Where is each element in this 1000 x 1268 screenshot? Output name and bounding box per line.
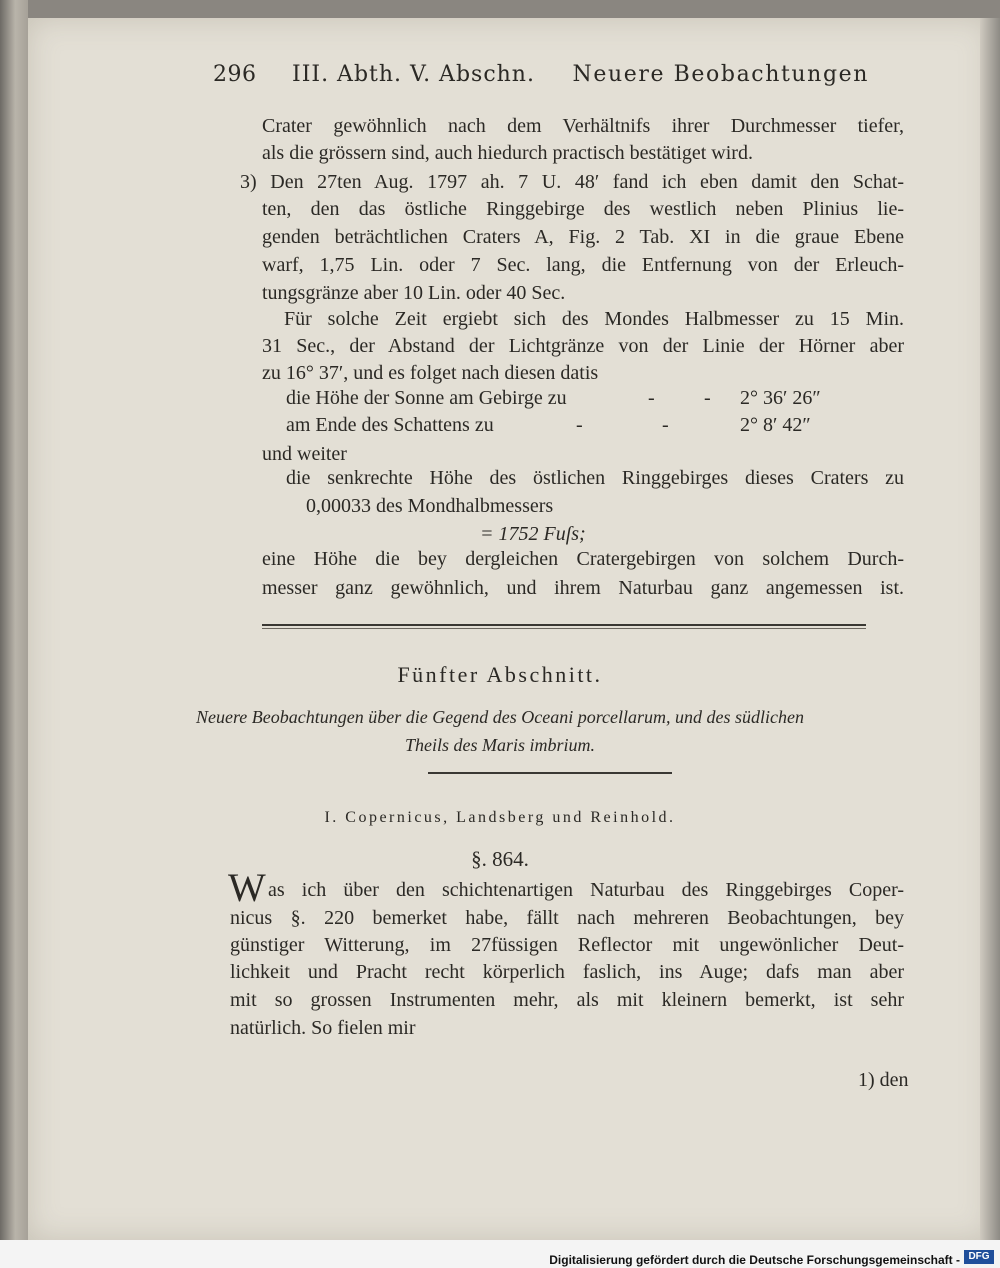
book-spine [0,0,28,1240]
drop-cap: W [228,865,266,910]
table-row-dash: - [648,387,655,409]
catchword: 1) den [858,1069,909,1091]
body-line: tungsgränze aber 10 Lin. oder 40 Sec. [262,282,566,304]
body-line: 0,00033 des Mondhalbmessers [306,495,554,517]
body-line: Für solche Zeit ergiebt sich des Mondes Halbmesser zu 15 Min. [284,308,904,330]
table-row-dash: - [576,414,583,436]
table-row-dash: - [662,414,669,436]
table-row-label: am Ende des Schattens zu [286,414,494,436]
page-edge [980,18,1000,1240]
body-line: as ich über den schichtenartigen Naturbau des Ringgebirges Coper- [268,879,904,901]
body-line: zu 16° 37′, und es folget nach diesen datis [262,362,599,384]
table-row-value: 2° 36′ 26″ [740,387,821,409]
section-rule-thin [262,628,866,629]
body-line: mit so grossen Instrumenten mehr, als mit kleinern bemerkt, ist sehr [230,989,904,1011]
section-rule [262,624,866,626]
body-line: nicus §. 220 bemerket habe, fällt nach mehreren Beobachtungen, bey [230,907,904,929]
body-line: die senkrechte Höhe des östlichen Ringgebirges dieses Craters zu [286,467,904,489]
body-line: eine Höhe die bey dergleichen Cratergebirgen von solchem Durch- [262,548,904,570]
body-line: genden beträchtlichen Craters A, Fig. 2 Tab. XI in die graue Ebene [262,226,904,248]
paragraph-mark: §. 864. [471,847,529,871]
body-line: 31 Sec., der Abstand der Lichtgränze von der Linie der Hörner aber [262,335,904,357]
body-line: 3) Den 27ten Aug. 1797 ah. 7 U. 48′ fand ich eben damit den Schat- [240,171,904,193]
formula-line: = 1752 Fuſs; [480,523,586,545]
chapter-subtitle: Neuere Beobachtungen über die Gegend des Oceani porcellarum, und des südlichen [195,707,804,727]
table-row-label: die Höhe der Sonne am Gebirge zu [286,387,567,409]
chapter-subtitle: Theils des Maris imbrium. [404,735,595,755]
body-line: als die grössern sind, auch hiedurch practisch bestätiget wird. [262,142,753,164]
funding-credit: Digitalisierung gefördert durch die Deutsche Forschungsgemeinschaft - [549,1253,960,1267]
section-label: III. Abth. V. Abschn. [292,62,535,87]
subsection-title: I. Copernicus, Landsberg und Reinhold. [324,809,676,826]
body-line: Crater gewöhnlich nach dem Verhältnifs ihrer Durchmesser tiefer, [262,115,904,137]
running-title: Neuere Beobachtungen [572,62,870,87]
body-line: warf, 1,75 Lin. oder 7 Sec. lang, die Entfernung von der Erleuch- [262,254,904,276]
table-row-value: 2° 8′ 42″ [740,414,811,436]
page-number: 296 [213,62,257,87]
body-line: natürlich. So fielen mir [230,1017,416,1039]
body-line: ten, den das östliche Ringgebirge des westlich neben Plinius lie- [262,198,904,220]
ornament-rule [428,772,672,774]
body-line: günstiger Witterung, im 27füssigen Reflector mit ungewönlicher Deut- [230,934,904,956]
body-line: und weiter [262,443,347,465]
body-line: messer ganz gewöhnlich, und ihrem Naturbau ganz angemessen ist. [262,577,904,599]
body-line: lichkeit und Pracht recht körperlich faslich, ins Auge; dafs man aber [230,961,904,983]
chapter-heading: Fünfter Abschnitt. [397,662,603,687]
dfg-logo: DFG [964,1250,994,1264]
table-row-dash: - [704,387,711,409]
running-head [213,62,870,87]
